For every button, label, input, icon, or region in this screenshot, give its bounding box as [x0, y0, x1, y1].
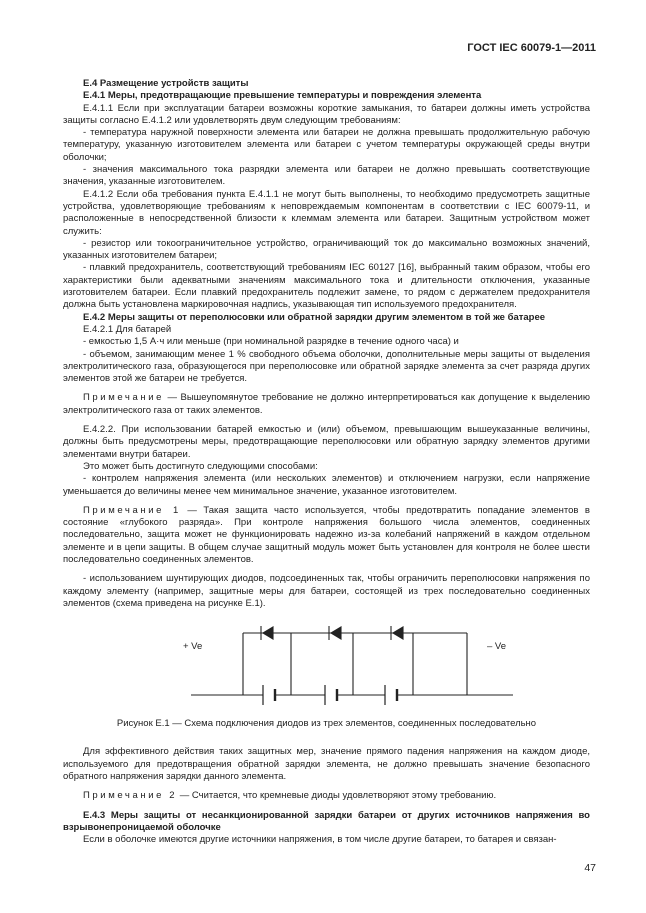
figure-caption: Рисунок Е.1 — Схема подключения диодов из трех элементов, соединенных последовательно — [116, 718, 537, 730]
figure-e1-circuit — [63, 616, 590, 716]
note-1 — [63, 392, 590, 417]
note-label: Примечание — [83, 392, 164, 404]
note-label: Примечание 2 — [83, 790, 178, 802]
paragraph-ways: Это может быть достигнуто следующими способами: — [83, 460, 318, 472]
plus-ve-label: + Ve — [183, 641, 203, 653]
note-3 — [63, 790, 590, 802]
list-item: - емкостью 1,5 А·ч или меньше (при номинальной разрядке в течение одного часа) и — [83, 336, 459, 348]
heading-e43: Е.4.3 Меры защиты от несанкционированной зарядки батареи от других источников напряжения во взрывонепроницаемой оболочке — [63, 809, 590, 833]
paragraph-e422: Е.4.2.2. При использовании батарей емкостью и (или) объемом, превышающим вышеуказанные величины, должны быть предусмотрены меры, предотвращающие переполюсовки или обратную зарядку элементов другими элементами внутри батареи. — [63, 424, 590, 460]
note-text: — Считается, что кремневые диоды удовлетворяют этому требованию. — [177, 790, 497, 802]
heading-e42: Е.4.2 Меры защиты от переполюсовки или обратной зарядки другим элементом в той же батарее — [83, 311, 546, 323]
paragraph-e43: Если в оболочке имеются другие источники напряжения, в том числе другие батареи, то батарея и связан- — [83, 834, 557, 846]
note-text: — Такая защита часто используется, чтобы предотвратить попадание элементов в состояние «глубокого разряда». При контроле напряжения большого числа элементов, соединенных последовательно, защита может не функционировать надежно из-за колебаний напряжений в каждом отдельном элементе и в цепи защиты. В общем случае защитный модуль может быть установлен для контроля не более шести последовательно соединенных элементов. — [63, 504, 590, 565]
note-2 — [63, 505, 590, 566]
diode-3-icon — [393, 627, 403, 639]
list-item: - контролем напряжения элемента (или нескольких элементов) и отключением нагрузки, если напряжение уменьшается до величины менее чем минимальное значение, указанное изготовителем. — [63, 473, 590, 497]
list-item: - значения максимального тока разрядки элемента или батареи не должно превышать соответствующие значения, указанные изготовителем. — [63, 164, 590, 188]
heading-e41: Е.4.1 Меры, предотвращающие превышение температуры и повреждения элемента — [83, 90, 482, 102]
paragraph-e421: Е.4.2.1 Для батарей — [83, 323, 172, 335]
page-header-standard: ГОСТ IEC 60079-1—2011 — [467, 42, 596, 54]
list-item: - использованием шунтирующих диодов, подсоединенных так, чтобы ограничить переполюсовки напряжения по каждому элементу (например, защитные меры для батареи, состоящей из трех последовательно соединенных элементов (схема приведена на рисунке Е.1). — [63, 573, 590, 609]
note-label: Примечание 1 — [83, 504, 181, 516]
list-item: - температура наружной поверхности элемента или батареи не должна превышать продолжительную рабочую температуру, указанную изготовителем элемента или батареи с учетом температуры окружающей среды внутри оболочки; — [63, 127, 590, 163]
list-item: - резистор или токоограничительное устройство, ограничивающий ток до максимально возможных значений, указанных изготовителем батареи; — [63, 237, 590, 262]
diode-2-icon — [331, 627, 341, 639]
paragraph-e411: Е.4.1.1 Если при эксплуатации батареи возможны короткие замыкания, то батареи должны иметь устройства защиты согласно Е.4.1.2 или удовлетворять двум следующим требованиям: — [63, 102, 590, 126]
note-text: — Вышеупомянутое требование не должно интерпретироваться как допущение к выделению электролитического газа от таких элементов. — [63, 392, 590, 416]
list-item: - плавкий предохранитель, соответствующий требованиям IEC 60127 [16], выбранный таким образом, чтобы его характеристики были адекватными значениям максимального тока и длительности отключения, указанные изготовителем батареи. Если плавкий предохранитель подлежит замене, то рядом с держателем предохранителя должна быть установлена маркировочная надпись, указывающая тип используемого предохранителя. — [63, 262, 590, 311]
diode-1-icon — [263, 627, 273, 639]
list-item: - объемом, занимающим менее 1 % свободного объема оболочки, дополнительные меры защиты от выделения электролитического газа, образующегося при переполюсовке или обратной зарядке элемента за счет разряда других элементов этой же батареи не требуется. — [63, 348, 590, 385]
heading-e4: Е.4 Размещение устройств защиты — [83, 78, 249, 89]
diode-circuit-diagram — [63, 616, 590, 716]
minus-ve-label: – Ve — [487, 641, 507, 653]
paragraph-after-figure: Для эффективного действия таких защитных мер, значение прямого падения напряжения на каждом диоде, используемого для предотвращения обратной зарядки элемента, не должно превышать значение безопасного обратного напряжения зарядки данного элемента. — [63, 746, 590, 783]
paragraph-e412: Е.4.1.2 Если оба требования пункта Е.4.1.1 не могут быть выполнены, то необходимо предусмотреть защитные устройства, удовлетворяющие требованиям к неповреждаемым компонентам в соответствии с IEC 60079-11, и расположенные в непосредственной близости к клеммам элемента или батареи. Защитным устройством может служить: — [63, 188, 590, 237]
document-body — [63, 78, 590, 847]
page-number: 47 — [584, 862, 596, 874]
